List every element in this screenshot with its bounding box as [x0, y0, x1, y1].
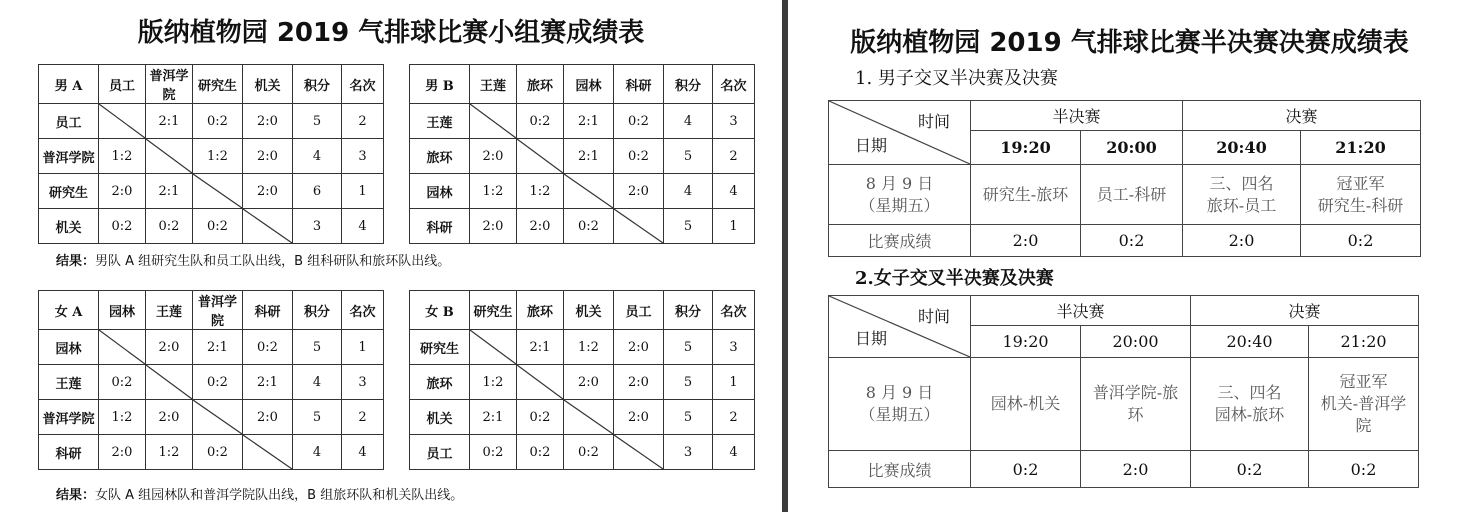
match-cell: 研究生-旅环: [971, 165, 1081, 225]
score-cell: 2:0: [564, 365, 614, 400]
table-gap: [384, 174, 410, 209]
column-header: 积分: [293, 65, 342, 104]
table-header-row: [39, 291, 755, 330]
semifinal-header: 半决赛: [971, 296, 1191, 326]
score-row: [829, 451, 1419, 488]
column-header: 旅环: [517, 291, 564, 330]
column-header: 员工: [99, 65, 146, 104]
time-cell: 19:20: [971, 131, 1081, 165]
score-label: 比赛成绩: [829, 451, 971, 488]
row-header: 研究生: [410, 330, 470, 365]
table-gap: [384, 209, 410, 244]
semifinal-header: 半决赛: [971, 101, 1183, 131]
time-cell: 20:40: [1183, 131, 1301, 165]
row-header: 科研: [39, 435, 99, 470]
score-cell: 0:2: [193, 365, 243, 400]
match-cell: 普洱学院-旅 环: [1081, 358, 1191, 451]
time-cell: 19:20: [971, 326, 1081, 358]
score-cell: 5: [664, 139, 713, 174]
score-cell: 6: [293, 174, 342, 209]
score-cell: 2:0: [614, 400, 664, 435]
score-cell: 0:2: [1309, 451, 1419, 488]
score-cell: 0:2: [517, 400, 564, 435]
score-cell: 2: [342, 104, 384, 139]
page-title: 版纳植物园 2019 气排球比赛小组赛成绩表: [137, 18, 645, 48]
column-header: 名次: [713, 291, 755, 330]
score-cell: 2:0: [470, 139, 517, 174]
score-cell: 2:1: [564, 104, 614, 139]
table-gap: [384, 365, 410, 400]
diagonal-cell: [243, 209, 293, 244]
section-heading: 2.女子交叉半决赛及决赛: [855, 268, 1054, 289]
date-cell: 8 月 9 日 （星期五）: [829, 358, 971, 451]
row-header: 普洱学院: [39, 400, 99, 435]
diagonal-cell: [564, 400, 614, 435]
final-header: 决赛: [1183, 101, 1421, 131]
match-cell: 冠亚军 研究生-科研: [1301, 165, 1421, 225]
row-header: 机关: [39, 209, 99, 244]
page-title: 版纳植物园 2019 气排球比赛半决赛决赛成绩表: [850, 28, 1409, 58]
row-header: 机关: [410, 400, 470, 435]
time-cell: 21:20: [1301, 131, 1421, 165]
finals-table: [828, 100, 1421, 257]
score-cell: 0:2: [614, 104, 664, 139]
score-cell: 0:2: [193, 209, 243, 244]
table-header-row: [829, 101, 1421, 131]
column-header: 研究生: [193, 65, 243, 104]
score-label: 比赛成绩: [829, 225, 971, 257]
table-row: [39, 104, 755, 139]
diagonal-cell: [470, 330, 517, 365]
column-header: 名次: [342, 65, 384, 104]
score-cell: 1:2: [146, 435, 193, 470]
result-label: 结果：: [56, 254, 96, 269]
table-row: [39, 174, 755, 209]
score-cell: 5: [293, 330, 342, 365]
column-header: 园林: [564, 65, 614, 104]
diagonal-cell: [193, 174, 243, 209]
match-row: [829, 165, 1421, 225]
score-cell: 5: [664, 209, 713, 244]
diagonal-cell: [193, 400, 243, 435]
score-cell: 3: [713, 104, 755, 139]
score-cell: 3: [342, 139, 384, 174]
diagonal-cell: [243, 435, 293, 470]
column-header: 积分: [664, 291, 713, 330]
table-gap: [384, 400, 410, 435]
table-row: [39, 209, 755, 244]
row-header: 旅环: [410, 365, 470, 400]
score-cell: 0:2: [1081, 225, 1183, 257]
column-header: 旅环: [517, 65, 564, 104]
time-cell: 20:40: [1191, 326, 1309, 358]
score-cell: 2: [713, 400, 755, 435]
column-header: 机关: [564, 291, 614, 330]
table-gap: [384, 139, 410, 174]
score-cell: 2:0: [243, 104, 293, 139]
score-cell: 0:2: [146, 209, 193, 244]
row-header: 科研: [410, 209, 470, 244]
date-label: 日期: [855, 136, 888, 155]
date-cell: 8 月 9 日 （星期五）: [829, 165, 971, 225]
score-cell: 0:2: [517, 104, 564, 139]
time-label: 时间: [917, 307, 950, 326]
score-cell: 4: [293, 435, 342, 470]
diagonal-cell: [564, 174, 614, 209]
score-cell: 5: [293, 400, 342, 435]
table-row: [39, 400, 755, 435]
table-gap: [384, 65, 410, 104]
score-cell: 1: [713, 209, 755, 244]
score-cell: 3: [664, 435, 713, 470]
diagonal-cell: [517, 139, 564, 174]
date-label: 日期: [855, 329, 888, 348]
score-cell: 1:2: [193, 139, 243, 174]
row-header: 王莲: [39, 365, 99, 400]
score-cell: 2:0: [146, 330, 193, 365]
score-cell: 2:0: [243, 400, 293, 435]
score-cell: 2:1: [193, 330, 243, 365]
row-header: 研究生: [39, 174, 99, 209]
score-cell: 1:2: [99, 139, 146, 174]
score-cell: 0:2: [971, 451, 1081, 488]
finals-table: [828, 295, 1419, 488]
score-cell: 3: [713, 330, 755, 365]
diagonal-cell: [99, 330, 146, 365]
score-row: [829, 225, 1421, 257]
time-label: 时间: [917, 112, 950, 131]
match-cell: 园林-机关: [971, 358, 1081, 451]
table-gap: [384, 291, 410, 330]
column-header: 机关: [243, 65, 293, 104]
column-header: 研究生: [470, 291, 517, 330]
score-cell: 0:2: [193, 435, 243, 470]
time-cell: 20:00: [1081, 326, 1191, 358]
result-label: 结果：: [56, 488, 96, 503]
score-cell: 4: [713, 435, 755, 470]
score-cell: 2:1: [564, 139, 614, 174]
score-cell: 2:1: [517, 330, 564, 365]
women-group-tables: [38, 290, 755, 470]
score-cell: 1:2: [99, 400, 146, 435]
table-row: [39, 139, 755, 174]
score-cell: 0:2: [99, 209, 146, 244]
result-women: [56, 484, 463, 503]
row-header: 园林: [39, 330, 99, 365]
row-header: 员工: [410, 435, 470, 470]
time-cell: 21:20: [1309, 326, 1419, 358]
score-cell: 2:0: [1183, 225, 1301, 257]
score-cell: 2:0: [99, 435, 146, 470]
score-cell: 0:2: [517, 435, 564, 470]
diagonal-cell: [146, 365, 193, 400]
time-date-header: [829, 296, 971, 358]
column-header: 女 B: [410, 291, 470, 330]
row-header: 旅环: [410, 139, 470, 174]
men-group-tables: [38, 64, 755, 244]
score-cell: 2:0: [99, 174, 146, 209]
match-cell: 三、四名 旅环-员工: [1183, 165, 1301, 225]
match-cell: 冠亚军 机关-普洱学 院: [1309, 358, 1419, 451]
score-cell: 0:2: [193, 104, 243, 139]
score-cell: 1:2: [470, 365, 517, 400]
score-cell: 2:0: [971, 225, 1081, 257]
column-header: 科研: [614, 65, 664, 104]
score-cell: 2: [342, 400, 384, 435]
column-header: 积分: [293, 291, 342, 330]
column-header: 名次: [713, 65, 755, 104]
table-gap: [384, 330, 410, 365]
table-gap: [384, 435, 410, 470]
score-cell: 4: [664, 174, 713, 209]
score-cell: 2:0: [614, 174, 664, 209]
row-header: 普洱学院: [39, 139, 99, 174]
score-cell: 1: [342, 330, 384, 365]
diagonal-cell: [614, 209, 664, 244]
score-cell: 1:2: [564, 330, 614, 365]
table-gap: [384, 104, 410, 139]
score-cell: 4: [342, 435, 384, 470]
row-header: 员工: [39, 104, 99, 139]
result-text: 男队 A 组研究生队和员工队出线，B 组科研队和旅环队出线。: [95, 254, 451, 269]
result-text: 女队 A 组园林队和普洱学院队出线，B 组旅环队和机关队出线。: [95, 488, 464, 503]
time-cell: 20:00: [1081, 131, 1183, 165]
column-header: 王莲: [470, 65, 517, 104]
score-cell: 2:1: [243, 365, 293, 400]
score-cell: 0:2: [1191, 451, 1309, 488]
score-cell: 0:2: [243, 330, 293, 365]
score-cell: 4: [293, 139, 342, 174]
score-cell: 0:2: [614, 139, 664, 174]
score-cell: 3: [342, 365, 384, 400]
result-men: [56, 250, 450, 269]
score-cell: 2: [713, 139, 755, 174]
column-header: 王莲: [146, 291, 193, 330]
score-cell: 2:1: [146, 104, 193, 139]
column-header: 名次: [342, 291, 384, 330]
score-cell: 1: [342, 174, 384, 209]
score-cell: 2:0: [243, 139, 293, 174]
column-header: 积分: [664, 65, 713, 104]
score-cell: 4: [713, 174, 755, 209]
score-cell: 2:1: [146, 174, 193, 209]
score-cell: 2:0: [243, 174, 293, 209]
score-cell: 2:0: [614, 365, 664, 400]
column-header: 男 A: [39, 65, 99, 104]
score-cell: 2:1: [470, 400, 517, 435]
score-cell: 2:0: [614, 330, 664, 365]
section-heading: 1. 男子交叉半决赛及决赛: [855, 68, 1058, 89]
score-cell: 1:2: [470, 174, 517, 209]
score-cell: 5: [664, 400, 713, 435]
table-header-row: [829, 296, 1419, 326]
score-cell: 0:2: [470, 435, 517, 470]
match-cell: 员工-科研: [1081, 165, 1183, 225]
score-cell: 3: [293, 209, 342, 244]
table-row: [39, 330, 755, 365]
score-cell: 0:2: [564, 209, 614, 244]
table-row: [39, 435, 755, 470]
row-header: 园林: [410, 174, 470, 209]
final-header: 决赛: [1191, 296, 1419, 326]
match-row: [829, 358, 1419, 451]
diagonal-cell: [99, 104, 146, 139]
column-header: 普洱学院: [146, 65, 193, 104]
row-header: 王莲: [410, 104, 470, 139]
score-cell: 2:0: [470, 209, 517, 244]
score-cell: 2:0: [1081, 451, 1191, 488]
column-header: 科研: [243, 291, 293, 330]
score-cell: 1:2: [517, 174, 564, 209]
score-cell: 1: [713, 365, 755, 400]
score-cell: 2:0: [146, 400, 193, 435]
score-cell: 5: [664, 330, 713, 365]
score-cell: 2:0: [517, 209, 564, 244]
score-cell: 4: [342, 209, 384, 244]
column-header: 男 B: [410, 65, 470, 104]
score-cell: 4: [664, 104, 713, 139]
match-cell: 三、四名 园林-旅环: [1191, 358, 1309, 451]
score-cell: 0:2: [1301, 225, 1421, 257]
table-header-row: [39, 65, 755, 104]
column-header: 普洱学院: [193, 291, 243, 330]
diagonal-cell: [517, 365, 564, 400]
column-header: 员工: [614, 291, 664, 330]
column-header: 女 A: [39, 291, 99, 330]
score-cell: 5: [293, 104, 342, 139]
score-cell: 5: [664, 365, 713, 400]
diagonal-cell: [614, 435, 664, 470]
diagonal-cell: [470, 104, 517, 139]
score-cell: 0:2: [564, 435, 614, 470]
column-header: 园林: [99, 291, 146, 330]
time-date-header: [829, 101, 971, 165]
table-row: [39, 365, 755, 400]
score-cell: 0:2: [99, 365, 146, 400]
diagonal-cell: [146, 139, 193, 174]
score-cell: 4: [293, 365, 342, 400]
